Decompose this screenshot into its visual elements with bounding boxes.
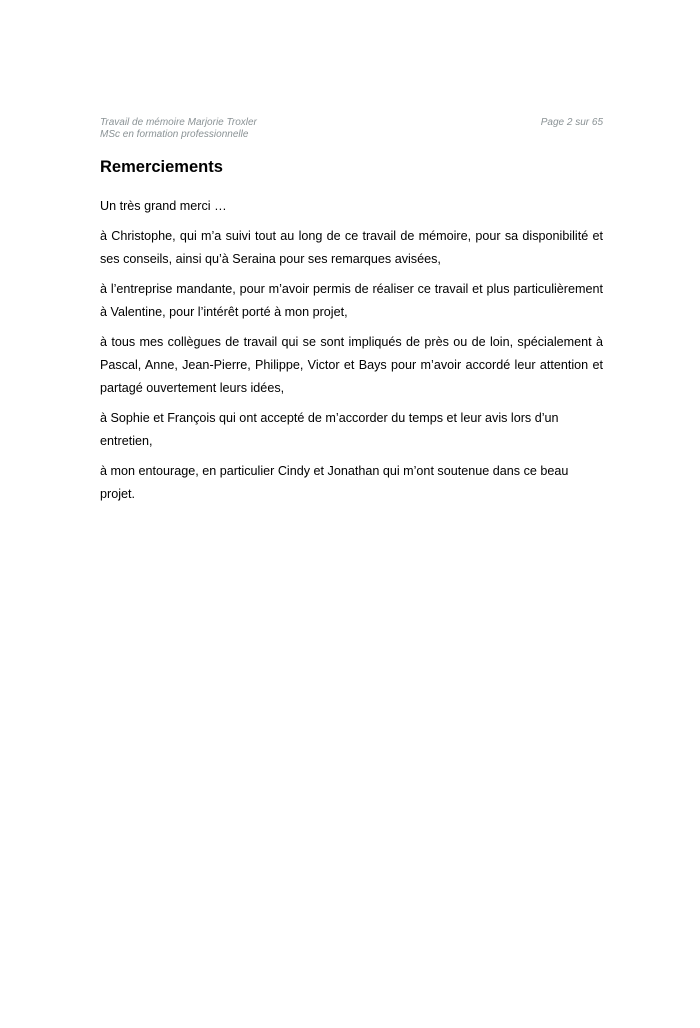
header-author: Travail de mémoire Marjorie Troxler — [100, 117, 257, 128]
page-header — [100, 117, 603, 141]
page-number: Page 2 sur 65 — [540, 117, 603, 128]
paragraph: à tous mes collègues de travail qui se sont impliqués de près ou de loin, spécialement à Pascal, Anne, Jean-Pierre, Philippe, Victor et Bays pour m’avoir accordé leur attention et partagé ouvertement leurs idées, — [100, 335, 603, 395]
document-body — [100, 195, 603, 513]
paragraph: à Sophie et François qui ont accepté de m’accorder du temps et leur avis lors d’un entretien, — [100, 411, 559, 448]
page-title: Remerciements — [100, 158, 223, 176]
paragraph: à mon entourage, en particulier Cindy et Jonathan qui m’ont soutenue dans ce beau projet. — [100, 464, 569, 501]
paragraph: à Christophe, qui m’a suivi tout au long de ce travail de mémoire, pour sa disponibilité et ses conseils, ainsi qu’à Seraina pour ses remarques avisées, — [100, 229, 603, 266]
paragraph: Un très grand merci … — [100, 199, 227, 213]
paragraph: à l’entreprise mandante, pour m’avoir permis de réaliser ce travail et plus particulièrement à Valentine, pour l’intérêt porté à mon projet, — [100, 282, 603, 319]
header-program: MSc en formation professionnelle — [100, 129, 249, 140]
